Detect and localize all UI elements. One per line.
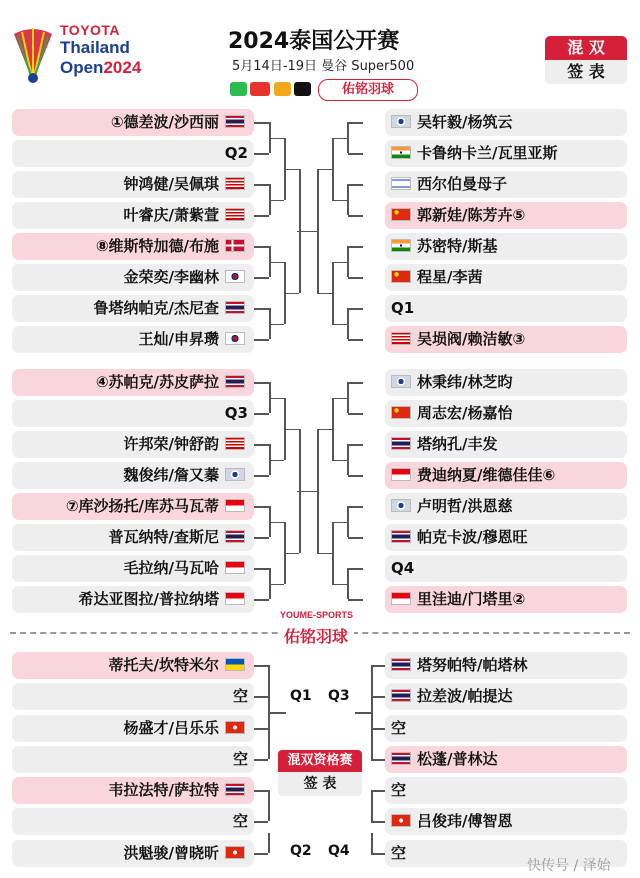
flag-cn-icon: [391, 208, 411, 221]
bracket-line: [254, 728, 268, 730]
flag-th-icon: [225, 115, 245, 128]
bracket-line: [332, 584, 347, 586]
bracket-line: [348, 568, 363, 570]
bracket-line: [254, 853, 268, 855]
wechat-icon: [230, 82, 247, 96]
pair-name: 空: [391, 719, 407, 737]
pair-name: 鲁塔纳帕克/杰尼查: [93, 299, 219, 317]
draw-slot-left: [12, 369, 254, 396]
flag-th-icon: [391, 689, 411, 702]
qual-label-q1: Q1: [290, 688, 312, 704]
draw-slot-right: [385, 493, 627, 520]
flag-kr-icon: [225, 332, 245, 345]
draw-slot-left: [12, 462, 254, 489]
draw-slot-left: [12, 524, 254, 551]
pair-name: 松蓬/普林达: [417, 750, 498, 768]
bracket-line: [254, 215, 269, 217]
bracket-line: [254, 665, 268, 667]
qual-slot-left: [12, 777, 254, 804]
bracket-line: [254, 382, 269, 384]
bracket-line: [348, 444, 363, 446]
flag-th-icon: [391, 530, 411, 543]
bracket-line: [254, 599, 269, 601]
flag-id-icon: [391, 592, 411, 605]
flag-my-icon: [225, 208, 245, 221]
bracket-line: [269, 522, 284, 524]
flag-tpe-icon: [391, 375, 411, 388]
pair-name: Q4: [391, 559, 415, 577]
flag-my-icon: [225, 437, 245, 450]
pair-name: 周志宏/杨嘉怡: [417, 404, 513, 422]
draw-slot-left: [12, 202, 254, 229]
draw-slot-right: [385, 140, 627, 167]
draw-slot-right: [385, 586, 627, 613]
bracket-line: [254, 537, 269, 539]
qual-slot-left: [12, 808, 254, 835]
draw-slot-left: [12, 140, 254, 167]
bracket-line: [254, 308, 269, 310]
bracket-line: [348, 277, 363, 279]
pair-name: 金荣奕/李幽林: [123, 268, 219, 286]
bracket-line: [348, 339, 363, 341]
bracket-line: [284, 553, 299, 555]
pair-name: 空: [232, 750, 248, 768]
bracket-line: [371, 665, 385, 667]
event-badge-top: 混 双: [545, 36, 627, 60]
pair-name: ①德差波/沙西丽: [110, 113, 219, 131]
bracket-line: [348, 475, 363, 477]
bracket-line: [355, 712, 371, 714]
bracket-line: [269, 398, 284, 400]
pair-name: 王灿/申昇瓒: [138, 330, 219, 348]
bracket-line: [348, 599, 363, 601]
pair-name: 魏俊纬/詹又蓁: [123, 466, 219, 484]
bracket-line: [269, 460, 284, 462]
bracket-line: [317, 293, 332, 295]
bracket-line: [332, 138, 334, 200]
flag-th-icon: [225, 301, 245, 314]
bracket-line: [332, 522, 334, 584]
bracket-line: [254, 444, 269, 446]
bracket-line: [254, 506, 269, 508]
sponsor-badge: 佑铭羽球: [318, 79, 418, 101]
bracket-line: [371, 696, 385, 698]
draw-slot-left: [12, 493, 254, 520]
bracket-line: [371, 821, 385, 823]
flag-th-icon: [391, 658, 411, 671]
qual-slot-right: [385, 746, 627, 773]
bracket-line: [317, 429, 332, 431]
pair-name: 韦拉法特/萨拉特: [108, 781, 219, 799]
pair-name: 程星/李茜: [417, 268, 483, 286]
bracket-line: [254, 413, 269, 415]
bracket-line: [269, 324, 284, 326]
draw-slot-right: [385, 264, 627, 291]
qual-slot-left: [12, 715, 254, 742]
page-subtitle: 5月14日-19日 曼谷 Super500: [232, 59, 415, 74]
bracket-line: [348, 308, 363, 310]
qual-slot-right: [385, 652, 627, 679]
draw-slot-left: [12, 326, 254, 353]
pair-name: ⑦库沙扬托/库苏马瓦蒂: [65, 497, 219, 515]
flag-dk-icon: [225, 239, 245, 252]
bracket-line: [254, 122, 269, 124]
flag-hk-icon: [391, 814, 411, 827]
bracket-line: [348, 413, 363, 415]
bracket-line: [254, 696, 268, 698]
pair-name: 杨盛才/吕乐乐: [123, 719, 219, 737]
flag-th-icon: [391, 752, 411, 765]
qual-badge-top: 混双资格赛: [278, 750, 362, 772]
bracket-line: [269, 200, 284, 202]
shuttlecock-icon: [10, 24, 56, 84]
bracket-line: [268, 790, 270, 821]
bracket-line: [332, 262, 347, 264]
pair-name: 苏密特/斯基: [417, 237, 498, 255]
pair-name: 钟鸿健/吴佩琪: [123, 175, 219, 193]
flag-th-icon: [225, 783, 245, 796]
bracket-line: [268, 712, 286, 714]
flag-th-icon: [225, 530, 245, 543]
bracket-line: [269, 138, 284, 140]
bracket-line: [332, 398, 334, 460]
bracket-line: [254, 759, 268, 761]
bracket-line: [371, 853, 385, 855]
pair-name: 普瓦纳特/查斯尼: [108, 528, 219, 546]
bracket-line: [254, 153, 269, 155]
douyin-icon: [294, 82, 311, 96]
pair-name: 吴轩毅/杨筑云: [417, 113, 513, 131]
bracket-line: [371, 790, 373, 821]
bracket-line: [254, 821, 268, 823]
bracket-line: [347, 382, 349, 413]
pair-name: 吕俊玮/傅智恩: [417, 812, 513, 830]
bracket-line: [348, 184, 363, 186]
draw-slot-right: [385, 369, 627, 396]
brand-open: Open: [60, 58, 104, 77]
bracket-line: [371, 790, 385, 792]
draw-slot-right: [385, 431, 627, 458]
qual-slot-left: [12, 652, 254, 679]
weibo-icon: [274, 82, 291, 96]
draw-slot-left: [12, 264, 254, 291]
bracket-line: [254, 790, 268, 792]
pair-name: 费迪纳夏/维德佳佳⑥: [417, 466, 556, 484]
draw-slot-right: [385, 462, 627, 489]
bracket-line: [371, 728, 385, 730]
bracket-line: [332, 138, 347, 140]
flag-my-icon: [225, 177, 245, 190]
tournament-logo: [10, 22, 150, 88]
bracket-line: [284, 293, 299, 295]
watermark: 快传号 / 泽始: [527, 858, 611, 874]
flag-id-icon: [391, 468, 411, 481]
pair-name: 吴埙阀/赖洁敏③: [417, 330, 526, 348]
draw-slot-right: [385, 171, 627, 198]
bracket-line: [254, 568, 269, 570]
pair-name: 蒂托夫/坎特米尔: [108, 656, 219, 674]
bracket-line: [347, 184, 349, 215]
draw-slot-left: [12, 431, 254, 458]
qual-slot-right: [385, 777, 627, 804]
pair-name: 希达亚图拉/普拉纳塔: [78, 590, 219, 608]
bracket-line: [332, 324, 347, 326]
divider-brand-small: YOUME-SPORTS: [280, 610, 354, 620]
pair-name: Q3: [224, 404, 248, 422]
draw-slot-left: [12, 109, 254, 136]
flag-hk-icon: [225, 721, 245, 734]
bracket-line: [371, 759, 385, 761]
flag-id-icon: [225, 499, 245, 512]
qual-slot-right: [385, 808, 627, 835]
bracket-line: [269, 262, 284, 264]
draw-slot-right: [385, 233, 627, 260]
bracket-line: [332, 398, 347, 400]
bracket-line: [348, 246, 363, 248]
bracket-line: [332, 262, 334, 324]
flag-tpe-icon: [225, 468, 245, 481]
bracket-line: [348, 537, 363, 539]
bracket-line: [347, 122, 349, 153]
pair-name: 卢明哲/洪恩慈: [417, 497, 513, 515]
draw-slot-right: [385, 202, 627, 229]
flag-my-icon: [391, 332, 411, 345]
pair-name: 卡鲁纳卡兰/瓦里亚斯: [417, 144, 558, 162]
bracket-line: [317, 553, 332, 555]
brand-line2: Thailand: [60, 38, 130, 57]
pair-name: 拉差波/帕提达: [417, 687, 513, 705]
page-title: 2024泰国公开赛: [228, 29, 400, 54]
brand-line3: [60, 58, 141, 78]
draw-slot-right: [385, 400, 627, 427]
qual-slot-left: [12, 683, 254, 710]
qual-slot-left: [12, 746, 254, 773]
flag-th-icon: [391, 437, 411, 450]
qual-slot-right: [385, 683, 627, 710]
draw-slot-left: [12, 555, 254, 582]
pair-name: 空: [391, 781, 407, 799]
pair-name: Q1: [391, 299, 415, 317]
flag-kr-icon: [225, 270, 245, 283]
draw-slot-right: [385, 295, 627, 322]
pair-name: 林秉纬/林芝昀: [417, 373, 513, 391]
bracket-line: [268, 833, 270, 853]
draw-slot-left: [12, 171, 254, 198]
qual-slot-left: [12, 840, 254, 867]
flag-ua-icon: [225, 658, 245, 671]
draw-slot-right: [385, 524, 627, 551]
draw-slot-right: [385, 109, 627, 136]
bracket-line: [254, 246, 269, 248]
draw-slot-left: [12, 400, 254, 427]
qual-slot-right: [385, 715, 627, 742]
pair-name: 洪魁骏/曾晓昕: [123, 844, 219, 862]
pair-name: 空: [232, 687, 248, 705]
bracket-line: [347, 568, 349, 599]
qual-label-q3: Q3: [328, 688, 350, 704]
brand-year: 2024: [103, 58, 142, 77]
draw-slot-left: [12, 586, 254, 613]
event-badge-bottom: 签 表: [545, 60, 627, 84]
flag-tpe-icon: [391, 115, 411, 128]
toutiao-icon: [250, 82, 270, 96]
pair-name: 叶睿庆/萧紫萱: [123, 206, 219, 224]
brand-line1: TOYOTA: [60, 22, 121, 38]
bracket-line: [332, 460, 347, 462]
bracket-line: [284, 169, 299, 171]
bracket-line: [348, 153, 363, 155]
bracket-line: [317, 169, 332, 171]
bracket-line: [348, 506, 363, 508]
pair-name: ④苏帕克/苏皮萨拉: [95, 373, 219, 391]
bracket-line: [348, 122, 363, 124]
pair-name: 里洼迪/门塔里②: [417, 590, 526, 608]
draw-slot-right: [385, 326, 627, 353]
bracket-line: [269, 584, 284, 586]
qual-label-q4: Q4: [328, 843, 350, 859]
flag-cn-icon: [391, 406, 411, 419]
flag-th-icon: [225, 375, 245, 388]
flag-cn-icon: [391, 270, 411, 283]
bracket-line: [284, 429, 299, 431]
bracket-line: [332, 522, 347, 524]
bracket-line: [254, 475, 269, 477]
draw-slot-right: [385, 555, 627, 582]
pair-name: 塔努帕特/帕塔林: [417, 656, 528, 674]
pair-name: 帕克卡波/穆恩旺: [417, 528, 528, 546]
flag-tpe-icon: [391, 499, 411, 512]
flag-id-icon: [225, 592, 245, 605]
flag-hk-icon: [225, 846, 245, 859]
bracket-line: [297, 491, 317, 493]
bracket-line: [347, 444, 349, 475]
pair-name: 许邦荣/钟舒韵: [123, 435, 219, 453]
bracket-line: [348, 382, 363, 384]
flag-id-icon: [225, 561, 245, 574]
pair-name: 毛拉纳/马瓦哈: [123, 559, 219, 577]
bracket-line: [347, 246, 349, 277]
pair-name: 塔纳孔/丰发: [417, 435, 498, 453]
bracket-line: [347, 308, 349, 339]
pair-name: 郭新娃/陈芳卉⑤: [417, 206, 526, 224]
flag-in-icon: [391, 239, 411, 252]
qual-label-q2: Q2: [290, 843, 312, 859]
bracket-line: [371, 681, 373, 744]
draw-slot-left: [12, 233, 254, 260]
pair-name: 西尔伯曼母子: [417, 175, 508, 193]
bracket-line: [348, 215, 363, 217]
bracket-line: [371, 833, 373, 853]
qual-badge-bottom: 签 表: [278, 772, 362, 796]
flag-in-icon: [391, 146, 411, 159]
flag-il-icon: [391, 177, 411, 190]
pair-name: ⑧维斯特加德/布施: [95, 237, 219, 255]
bracket-line: [297, 231, 317, 233]
bracket-line: [254, 184, 269, 186]
bracket-line: [254, 277, 269, 279]
bracket-line: [347, 506, 349, 537]
pair-name: 空: [391, 844, 407, 862]
bracket-line: [254, 339, 269, 341]
pair-name: Q2: [224, 144, 248, 162]
pair-name: 空: [232, 812, 248, 830]
divider-brand: 佑铭羽球: [278, 624, 354, 647]
draw-slot-left: [12, 295, 254, 322]
bracket-line: [332, 200, 347, 202]
